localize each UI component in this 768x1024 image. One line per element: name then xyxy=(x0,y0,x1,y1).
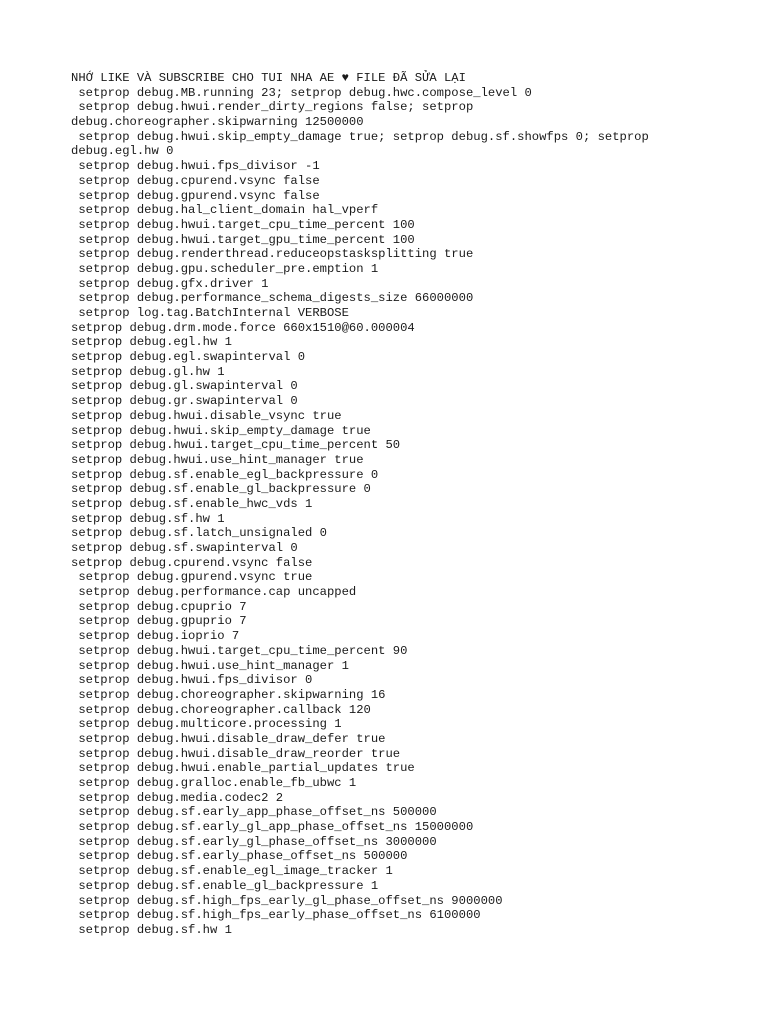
text-line: setprop debug.media.codec2 2 xyxy=(71,790,284,805)
text-line: setprop debug.hwui.use_hint_manager 1 xyxy=(71,658,349,673)
text-line: setprop debug.sf.hw 1 xyxy=(71,511,225,526)
text-line: setprop debug.hwui.target_cpu_time_percent 90 xyxy=(71,643,408,658)
text-line: setprop debug.multicore.processing 1 xyxy=(71,717,342,732)
text-line: setprop debug.hwui.target_cpu_time_percent 100 xyxy=(71,217,415,232)
text-line: setprop debug.hwui.use_hint_manager true xyxy=(71,452,364,467)
text-line: setprop debug.hal_client_domain hal_vperf xyxy=(71,203,379,218)
text-line: setprop debug.sf.enable_egl_backpressure 0 xyxy=(71,467,379,482)
text-line: setprop debug.egl.swapinterval 0 xyxy=(71,350,306,365)
text-line: setprop debug.gralloc.enable_fb_ubwc 1 xyxy=(71,776,357,790)
text-line: setprop debug.performance_schema_digests_size 66000000 xyxy=(71,291,474,306)
text-line: setprop debug.sf.enable_hwc_vds 1 xyxy=(71,496,313,511)
text-line: setprop log.tag.BatchInternal VERBOSE xyxy=(71,306,349,320)
text-line: setprop debug.gr.swapinterval 0 xyxy=(71,394,298,409)
text-line: setprop debug.sf.swapinterval 0 xyxy=(71,541,298,555)
text-line: setprop debug.renderthread.reduceopstasksplitting true xyxy=(71,247,474,262)
text-line: setprop debug.sf.high_fps_early_gl_phase_offset_ns 9000000 xyxy=(71,893,503,908)
text-line: setprop debug.gfx.driver 1 xyxy=(71,276,269,291)
text-line: setprop debug.gl.swapinterval 0 xyxy=(71,379,298,394)
text-line: setprop debug.hwui.disable_vsync true xyxy=(71,408,342,423)
text-line: setprop debug.hwui.disable_draw_reorder true xyxy=(71,746,401,761)
text-line: setprop debug.sf.enable_gl_backpressure 1 xyxy=(71,878,379,893)
text-line: debug.egl.hw 0 xyxy=(71,144,174,159)
text-line: setprop debug.gpuprio 7 xyxy=(71,614,247,629)
text-line: setprop debug.sf.early_gl_app_phase_offset_ns 15000000 xyxy=(71,820,474,835)
text-line: setprop debug.sf.hw 1 xyxy=(71,922,232,937)
text-line: setprop debug.hwui.disable_draw_defer true xyxy=(71,731,386,746)
text-line: setprop debug.gpurend.vsync true xyxy=(71,570,313,585)
text-line: setprop debug.hwui.enable_partial_updates true xyxy=(71,761,415,776)
text-line: setprop debug.ioprio 7 xyxy=(71,629,240,644)
text-line: setprop debug.choreographer.callback 120 xyxy=(71,702,371,717)
text-line: setprop debug.gpurend.vsync false xyxy=(71,188,320,203)
document-heading-line: NHỚ LIKE VÀ SUBSCRIBE CHO TUI NHA AE ♥ FILE ĐÃ SỬA LẠI xyxy=(71,71,466,85)
text-line: setprop debug.MB.running 23; setprop debug.hwc.compose_level 0 xyxy=(71,85,532,100)
text-line: setprop debug.sf.early_phase_offset_ns 500000 xyxy=(71,849,408,864)
text-line: setprop debug.hwui.skip_empty_damage true xyxy=(71,423,371,438)
text-line: setprop debug.sf.early_gl_phase_offset_ns 3000000 xyxy=(71,834,437,849)
text-line: setprop debug.egl.hw 1 xyxy=(71,335,232,350)
text-line: setprop debug.sf.enable_egl_image_tracker 1 xyxy=(71,864,393,879)
text-line: setprop debug.hwui.target_gpu_time_percent 100 xyxy=(71,232,415,247)
text-line: setprop debug.sf.enable_gl_backpressure 0 xyxy=(71,482,371,497)
document-text xyxy=(71,71,751,938)
text-line: setprop debug.performance.cap uncapped xyxy=(71,585,357,600)
text-line: setprop debug.sf.early_app_phase_offset_ns 500000 xyxy=(71,805,437,820)
text-line: setprop debug.cpurend.vsync false xyxy=(71,555,313,570)
text-line: setprop debug.sf.latch_unsignaled 0 xyxy=(71,526,327,541)
text-line: setprop debug.hwui.fps_divisor 0 xyxy=(71,673,313,688)
text-line: setprop debug.gpu.scheduler_pre.emption 1 xyxy=(71,261,379,276)
text-line: setprop debug.gl.hw 1 xyxy=(71,364,225,379)
text-line: setprop debug.hwui.skip_empty_damage true; setprop debug.sf.showfps 0; setprop xyxy=(71,129,649,144)
text-line: setprop debug.drm.mode.force 660x1510@60.000004 xyxy=(71,320,415,335)
text-line: setprop debug.cpuprio 7 xyxy=(71,599,247,614)
text-line: debug.choreographer.skipwarning 12500000 xyxy=(71,115,364,130)
text-line: setprop debug.cpurend.vsync false xyxy=(71,173,320,188)
text-line: setprop debug.hwui.render_dirty_regions false; setprop xyxy=(71,100,474,115)
text-line: setprop debug.choreographer.skipwarning 16 xyxy=(71,687,386,702)
text-line: setprop debug.sf.high_fps_early_phase_offset_ns 6100000 xyxy=(71,908,481,923)
text-line: setprop debug.hwui.fps_divisor -1 xyxy=(71,159,320,174)
text-line: setprop debug.hwui.target_cpu_time_percent 50 xyxy=(71,438,401,453)
